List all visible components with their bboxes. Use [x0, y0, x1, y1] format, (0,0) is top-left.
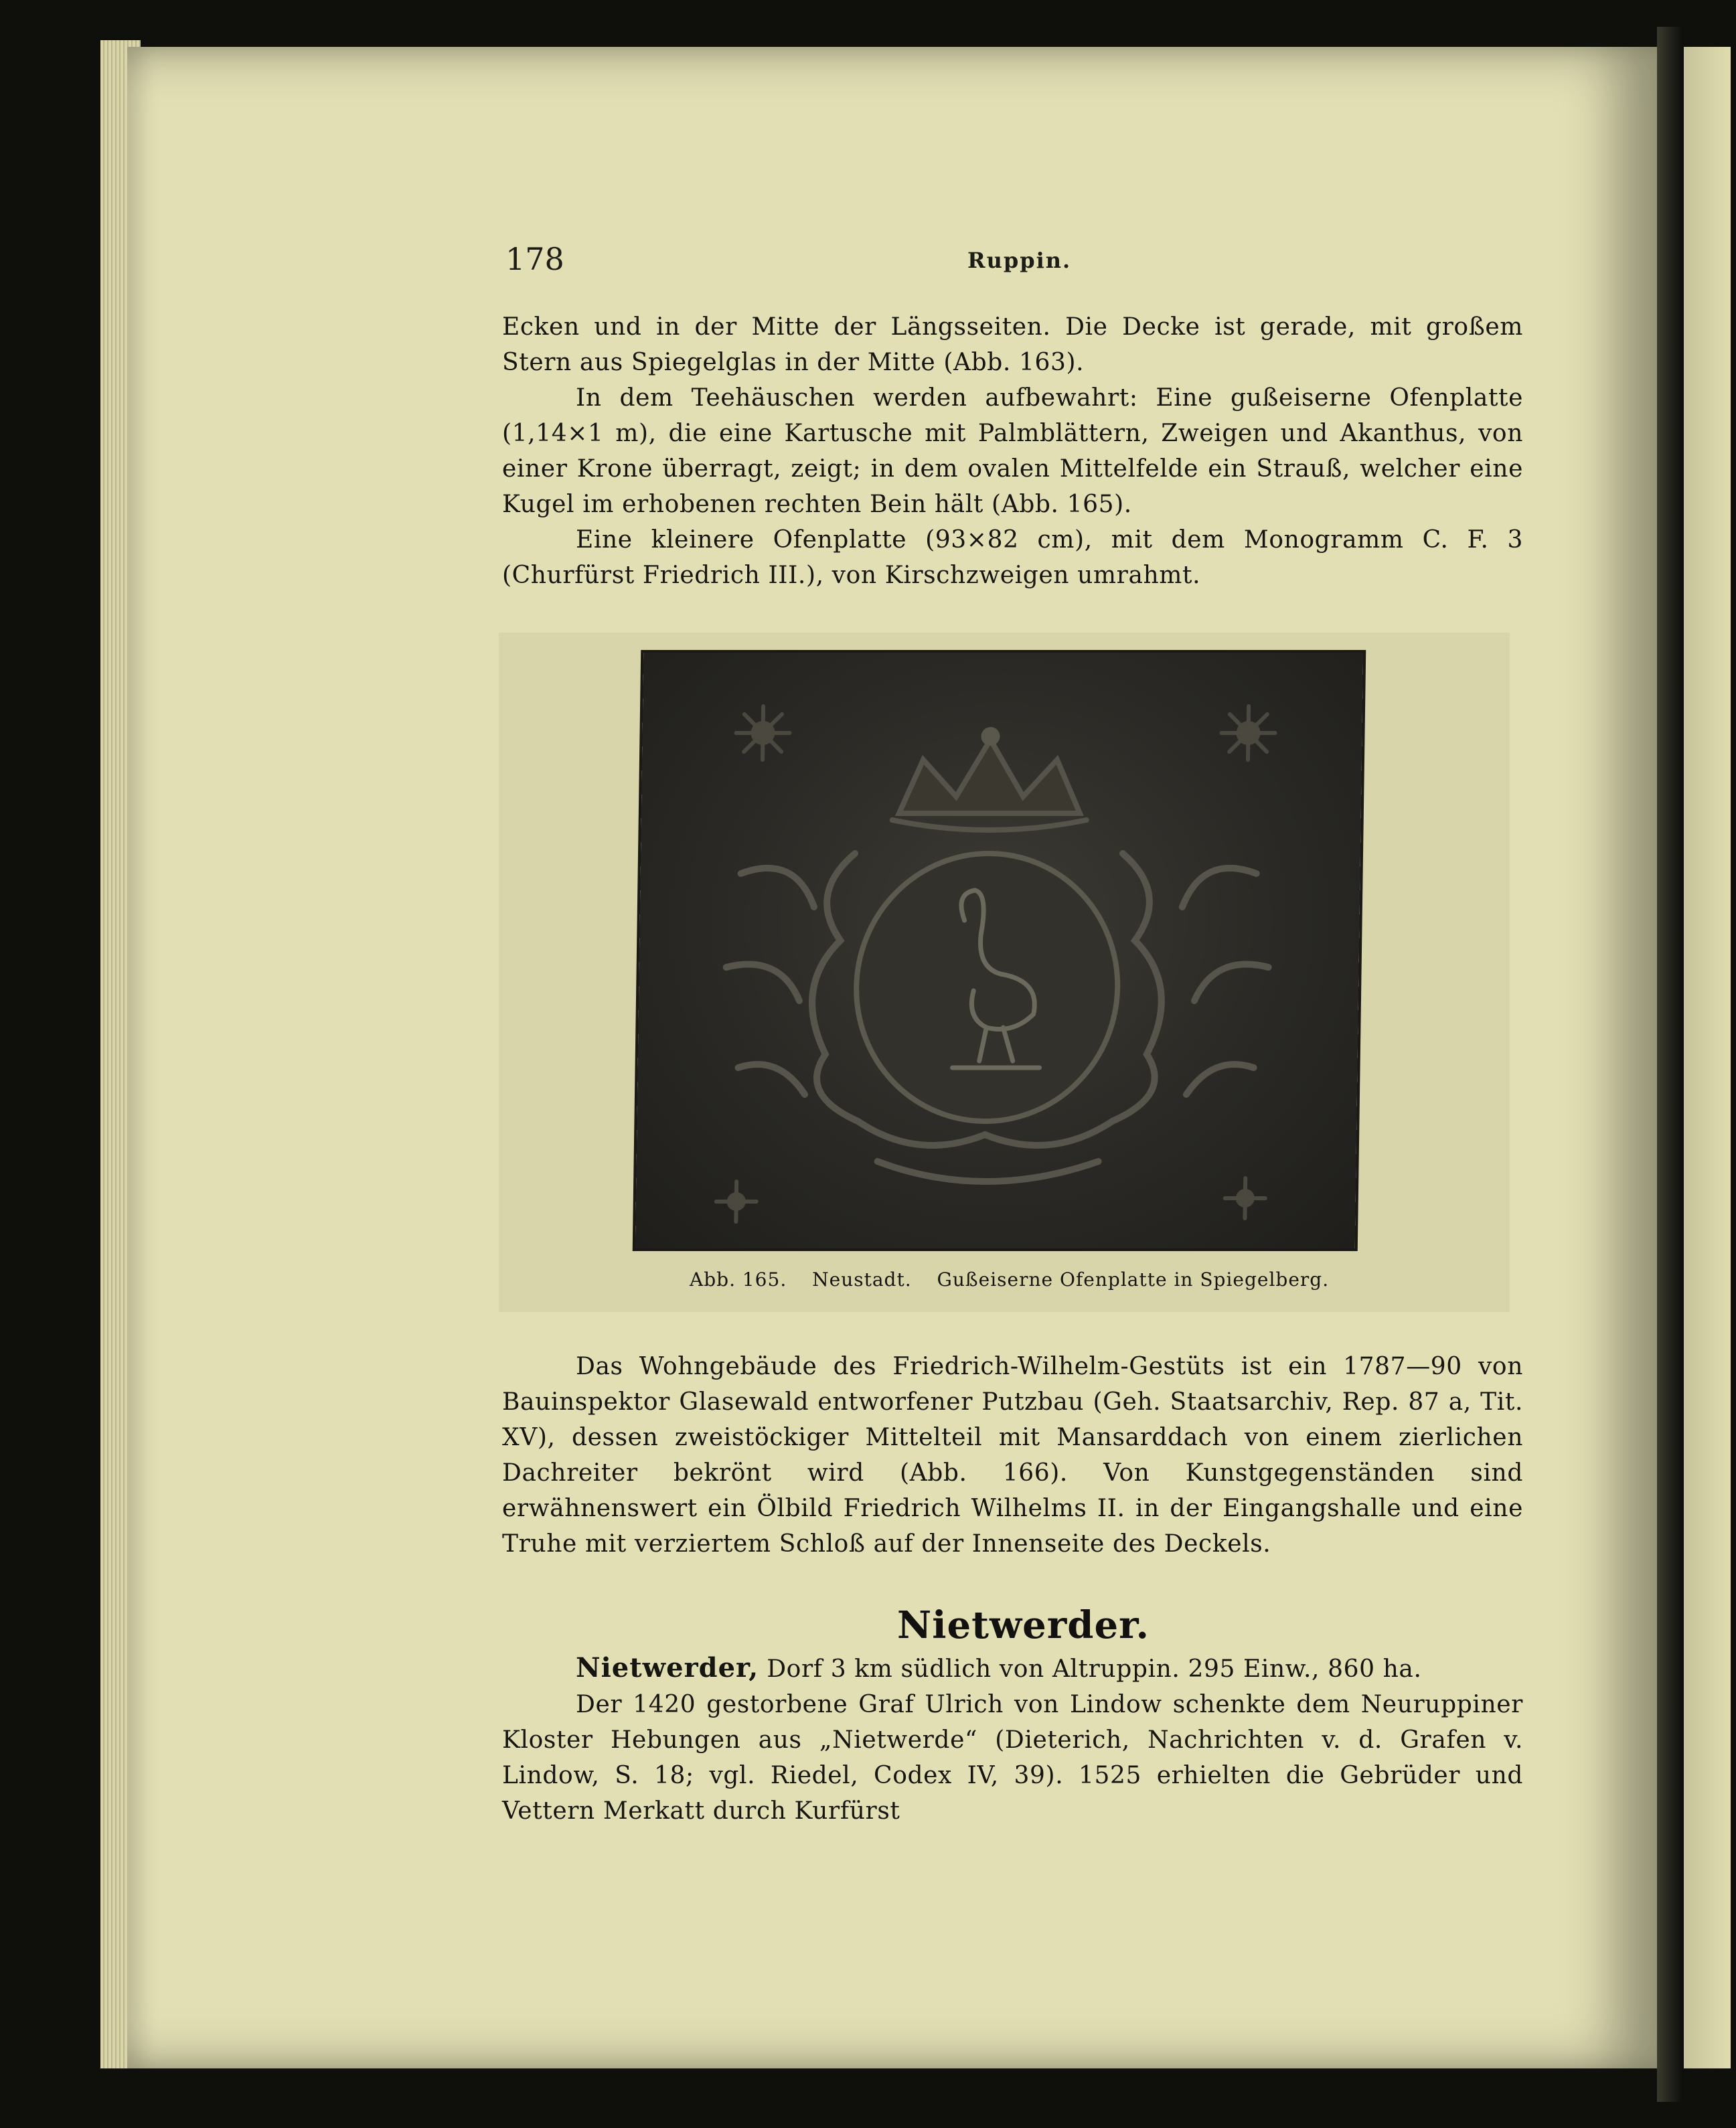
section-intro-text: Dorf 3 km südlich von Altruppin. 295 Einw., 860 ha. [767, 1655, 1422, 1683]
stove-plate-illustration [635, 653, 1363, 1248]
section-intro [502, 1650, 1523, 1687]
paragraph: Das Wohngebäude des Friedrich-Wilhelm-Gestüts ist ein 1787—90 von Bauinspektor Glasewald entworfener Putzbau (Geh. Staatsarchiv, Rep. 87 a, Tit. XV), dessen zweistöckiger Mittelteil mit Mansarddach von einem zierlichen Dachreiter bekrönt wird (Abb. 166). Von Kunstgegenständen sind erwähnenswert ein Ölbild Friedrich Wilhelms II. in der Eingangshalle und eine Truhe mit verziertem Schloß auf der Innenseite des Deckels. [502, 1353, 1523, 1558]
rosette-icon [1225, 1178, 1265, 1218]
stove-plate-photo [635, 653, 1363, 1248]
section-heading: Nietwerder. [897, 1603, 1150, 1647]
text-block-middle [502, 1349, 1523, 1562]
text-block-section [502, 1650, 1523, 1829]
text-block-top [502, 309, 1523, 593]
rosette-icon [1221, 706, 1275, 760]
section-lemma: Nietwerder, [576, 1652, 759, 1684]
facing-page-edge [1684, 47, 1731, 2068]
paragraph: Der 1420 gestorbene Graf Ulrich von Lindow schenkte dem Neuruppiner Kloster Hebungen aus „Nietwerde“ (Dieterich, Nachrichten v. d. Grafen v. Lindow, S. 18; vgl. Riedel, Codex IV, 39). 1525 erhielten die Gebrüder und Vettern Merkatt durch Kurfürst [502, 1691, 1523, 1825]
figure-label: Abb. 165. [690, 1268, 787, 1291]
book-gutter [1657, 27, 1684, 2102]
paragraph: In dem Teehäuschen werden aufbewahrt: Eine gußeiserne Ofenplatte (1,14×1 m), die eine Kartusche mit Palmblättern, Zweigen und Akanthus, von einer Krone überragt, zeigt; in dem ovalen Mittelfelde ein Strauß, welcher eine Kugel im erhobenen rechten Bein hält (Abb. 165). [502, 384, 1523, 518]
rosette-icon [736, 706, 790, 760]
running-head: Ruppin. [967, 248, 1072, 273]
page-header [505, 241, 1520, 281]
rosette-icon [716, 1181, 757, 1222]
figure-title: Gußeiserne Ofenplatte in Spiegelberg. [937, 1268, 1330, 1291]
figure-caption [690, 1268, 1330, 1291]
paragraph: Eine kleinere Ofenplatte (93×82 cm), mit dem Monogramm C. F. 3 (Churfürst Friedrich III.), von Kirschzweigen umrahmt. [502, 526, 1523, 589]
oval-medallion [854, 853, 1119, 1121]
paragraph: Ecken und in der Mitte der Längsseiten. Die Decke ist gerade, mit großem Stern aus Spiegelglas in der Mitte (Abb. 163). [502, 313, 1523, 376]
page-number: 178 [505, 241, 564, 277]
crown-icon [892, 727, 1088, 830]
figure-place: Neustadt. [812, 1268, 912, 1291]
